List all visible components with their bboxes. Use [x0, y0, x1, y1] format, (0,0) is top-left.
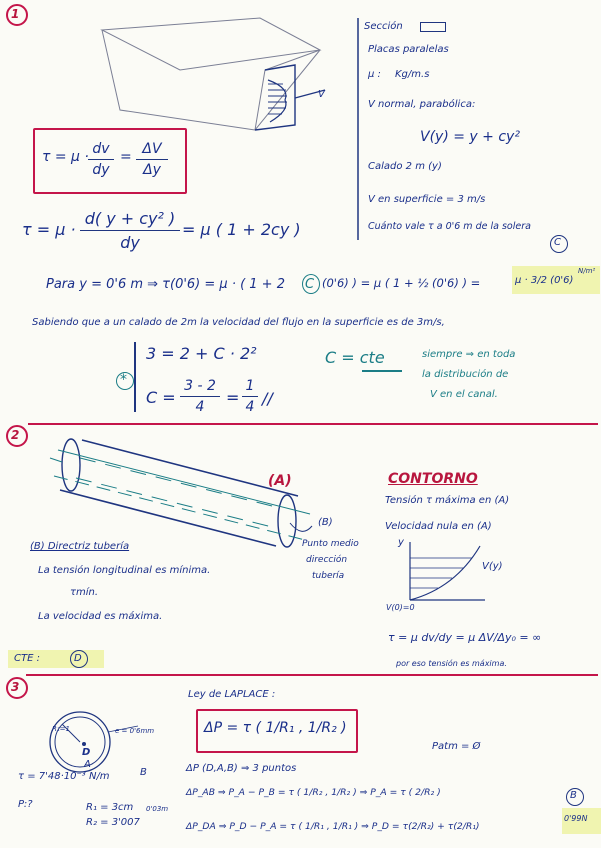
cte-label: CTE :: [14, 653, 40, 664]
derivative-num: d( y + cy² ): [84, 209, 176, 228]
c-cte-note-3: V en el canal.: [430, 389, 498, 400]
bullet-calado: Calado 2 m (y): [368, 161, 442, 172]
laplace-line2: ΔP_AB ⇒ P_A − P_B = τ ( 1/R₂ , 1/R₂ ) ⇒ P_A = τ ( 2/R₂ ): [186, 787, 441, 798]
section-divider-1: [28, 423, 598, 425]
pipe-label-a: (A): [268, 473, 292, 489]
duct-velocity-label: V: [318, 89, 325, 100]
para-mid: (0'6) ) = μ ( 1 + ½ (0'6) ) =: [322, 276, 481, 290]
c-fraction-den: 4: [195, 399, 205, 415]
derivative-fraction: [80, 209, 180, 252]
para-c: C: [305, 277, 315, 292]
bullet-v-superficie: V en superficie = 3 m/s: [368, 194, 486, 205]
tau-infinity-equation: τ = μ dv/dy = μ ΔV/Δy₀ = ∞: [388, 631, 542, 644]
rectangular-duct-drawing: [80, 10, 340, 140]
pipe-label-b: (B): [318, 517, 333, 528]
bullet-placas: Placas paralelas: [368, 44, 449, 55]
boxed-fraction-dv-dy: [88, 141, 114, 178]
contorno-heading: CONTORNO: [388, 471, 478, 487]
bullet-mu-units: Kg/m.s: [395, 69, 430, 80]
patm-label: Patm = Ø: [432, 741, 481, 752]
section-divider-2: [26, 674, 598, 676]
bullet-bracket: [357, 18, 359, 240]
para-units: N/m²: [578, 267, 596, 275]
point-a: A: [84, 759, 91, 770]
boxed-den2: Δy: [143, 162, 161, 178]
velocity-profile-graph: [400, 538, 500, 608]
velocity-equation: V(y) = y + cy²: [420, 129, 520, 145]
bubble-thickness-label: e = 0'6mm: [115, 727, 155, 735]
star-mark: *: [120, 372, 127, 388]
r1-value: R₁ = 3cm: [86, 802, 134, 813]
laplace-formula: ΔP = τ ( 1/R₁ , 1/R₂ ): [204, 720, 347, 736]
para-result: μ · 3/2 (0'6): [515, 275, 574, 286]
c-cte-note-2: la distribución de: [422, 369, 509, 380]
sabiendo-line: Sabiendo que a un calado de 2m la velocidad del flujo en la superficie es de 3m/s,: [32, 317, 445, 328]
tension-maxima: Tensión τ máxima en (A): [385, 495, 510, 506]
laplace-line1: ΔP (D,A,B) ⇒ 3 puntos: [186, 763, 297, 774]
section3-number: 3: [11, 680, 20, 694]
c-result-num: 1: [245, 378, 255, 394]
punto-medio-1: Punto medio: [302, 539, 359, 549]
section-rectangle-icon: [420, 22, 446, 32]
graph-y-label: y: [398, 537, 404, 548]
section2-number: 2: [11, 428, 20, 442]
boxed-formula-lhs: τ = μ ·: [42, 149, 89, 165]
equation-bracket: [134, 342, 136, 412]
equation-line2-lhs: C =: [146, 388, 176, 407]
para-line: Para y = 0'6 m ⇒ τ(0'6) = μ · ( 1 + 2: [46, 277, 285, 292]
boxed-num1: dv: [92, 141, 110, 157]
derivative-rhs: = μ ( 1 + 2cy ): [182, 220, 301, 239]
derivative-den: dy: [120, 233, 140, 252]
surface-tension-value: τ = 7'48·10⁻³ N/m: [18, 771, 110, 782]
c-label: C: [554, 237, 561, 248]
c-fraction-num: 3 - 2: [184, 378, 216, 394]
boxed-formula-eq: =: [120, 149, 132, 165]
bullet-seccion: Sección: [364, 21, 403, 32]
c-result-den: 4: [245, 399, 255, 415]
b-heading: (B) Directriz tubería: [30, 541, 130, 552]
boxed-den1: dy: [92, 162, 110, 178]
point-b: B: [140, 767, 147, 778]
c-cte-label: C = cte: [325, 348, 385, 367]
equation-line1: 3 = 2 + C · 2²: [146, 344, 257, 363]
cte-value: D: [74, 653, 82, 664]
laplace-title: Ley de LAPLACE :: [188, 689, 276, 700]
laplace-line3: ΔP_DA ⇒ P_D − P_A = τ ( 1/R₁ , 1/R₁ ) ⇒ P_D = τ(2/R₂) + τ(2/R₁): [186, 821, 480, 832]
bubble-drawing: [28, 700, 178, 780]
r2-value: R₂ = 3'007: [86, 817, 140, 828]
circled-b-label: B: [570, 790, 577, 801]
punto-medio-3: tubería: [312, 571, 345, 581]
boxed-fraction-deltas: [136, 141, 168, 178]
tail-value: 0'99N: [564, 814, 588, 823]
pipe-drawing: [40, 428, 340, 558]
derivative-lhs: τ = μ ·: [22, 220, 76, 239]
c-cte-note-1: siempre ⇒ en toda: [422, 349, 516, 360]
punto-medio-2: dirección: [306, 555, 348, 565]
p-question: P:?: [18, 799, 33, 810]
tau-note: por eso tensión es máxima.: [396, 659, 507, 668]
bullet-mu: μ :: [368, 69, 381, 80]
r1-alt-value: 0'03m: [146, 805, 169, 813]
section1-number: 1: [11, 7, 20, 21]
bubble-r1-label: R₁=1: [52, 725, 70, 733]
result-underline-marks: //: [262, 389, 273, 408]
equation-line2-eq: =: [226, 388, 240, 407]
b-item2: La velocidad es máxima.: [38, 611, 163, 622]
c-result-fraction: [242, 378, 258, 415]
c-cte-underline: [362, 370, 402, 372]
b-item1-b: τmín.: [70, 587, 99, 598]
velocidad-nula: Velocidad nula en (A): [385, 521, 492, 532]
bullet-cuanto: Cuánto vale τ a 0'6 m de la solera: [368, 221, 531, 232]
c-fraction: [180, 378, 220, 415]
boxed-num2: ΔV: [142, 141, 162, 157]
b-item1-a: La tensión longitudinal es mínima.: [38, 565, 211, 576]
graph-vy-label: V(y): [482, 561, 503, 572]
bullet-v-normal: V normal, parabólica:: [368, 99, 476, 110]
graph-v0-label: V(0)=0: [386, 603, 415, 612]
point-d: D: [82, 747, 91, 758]
